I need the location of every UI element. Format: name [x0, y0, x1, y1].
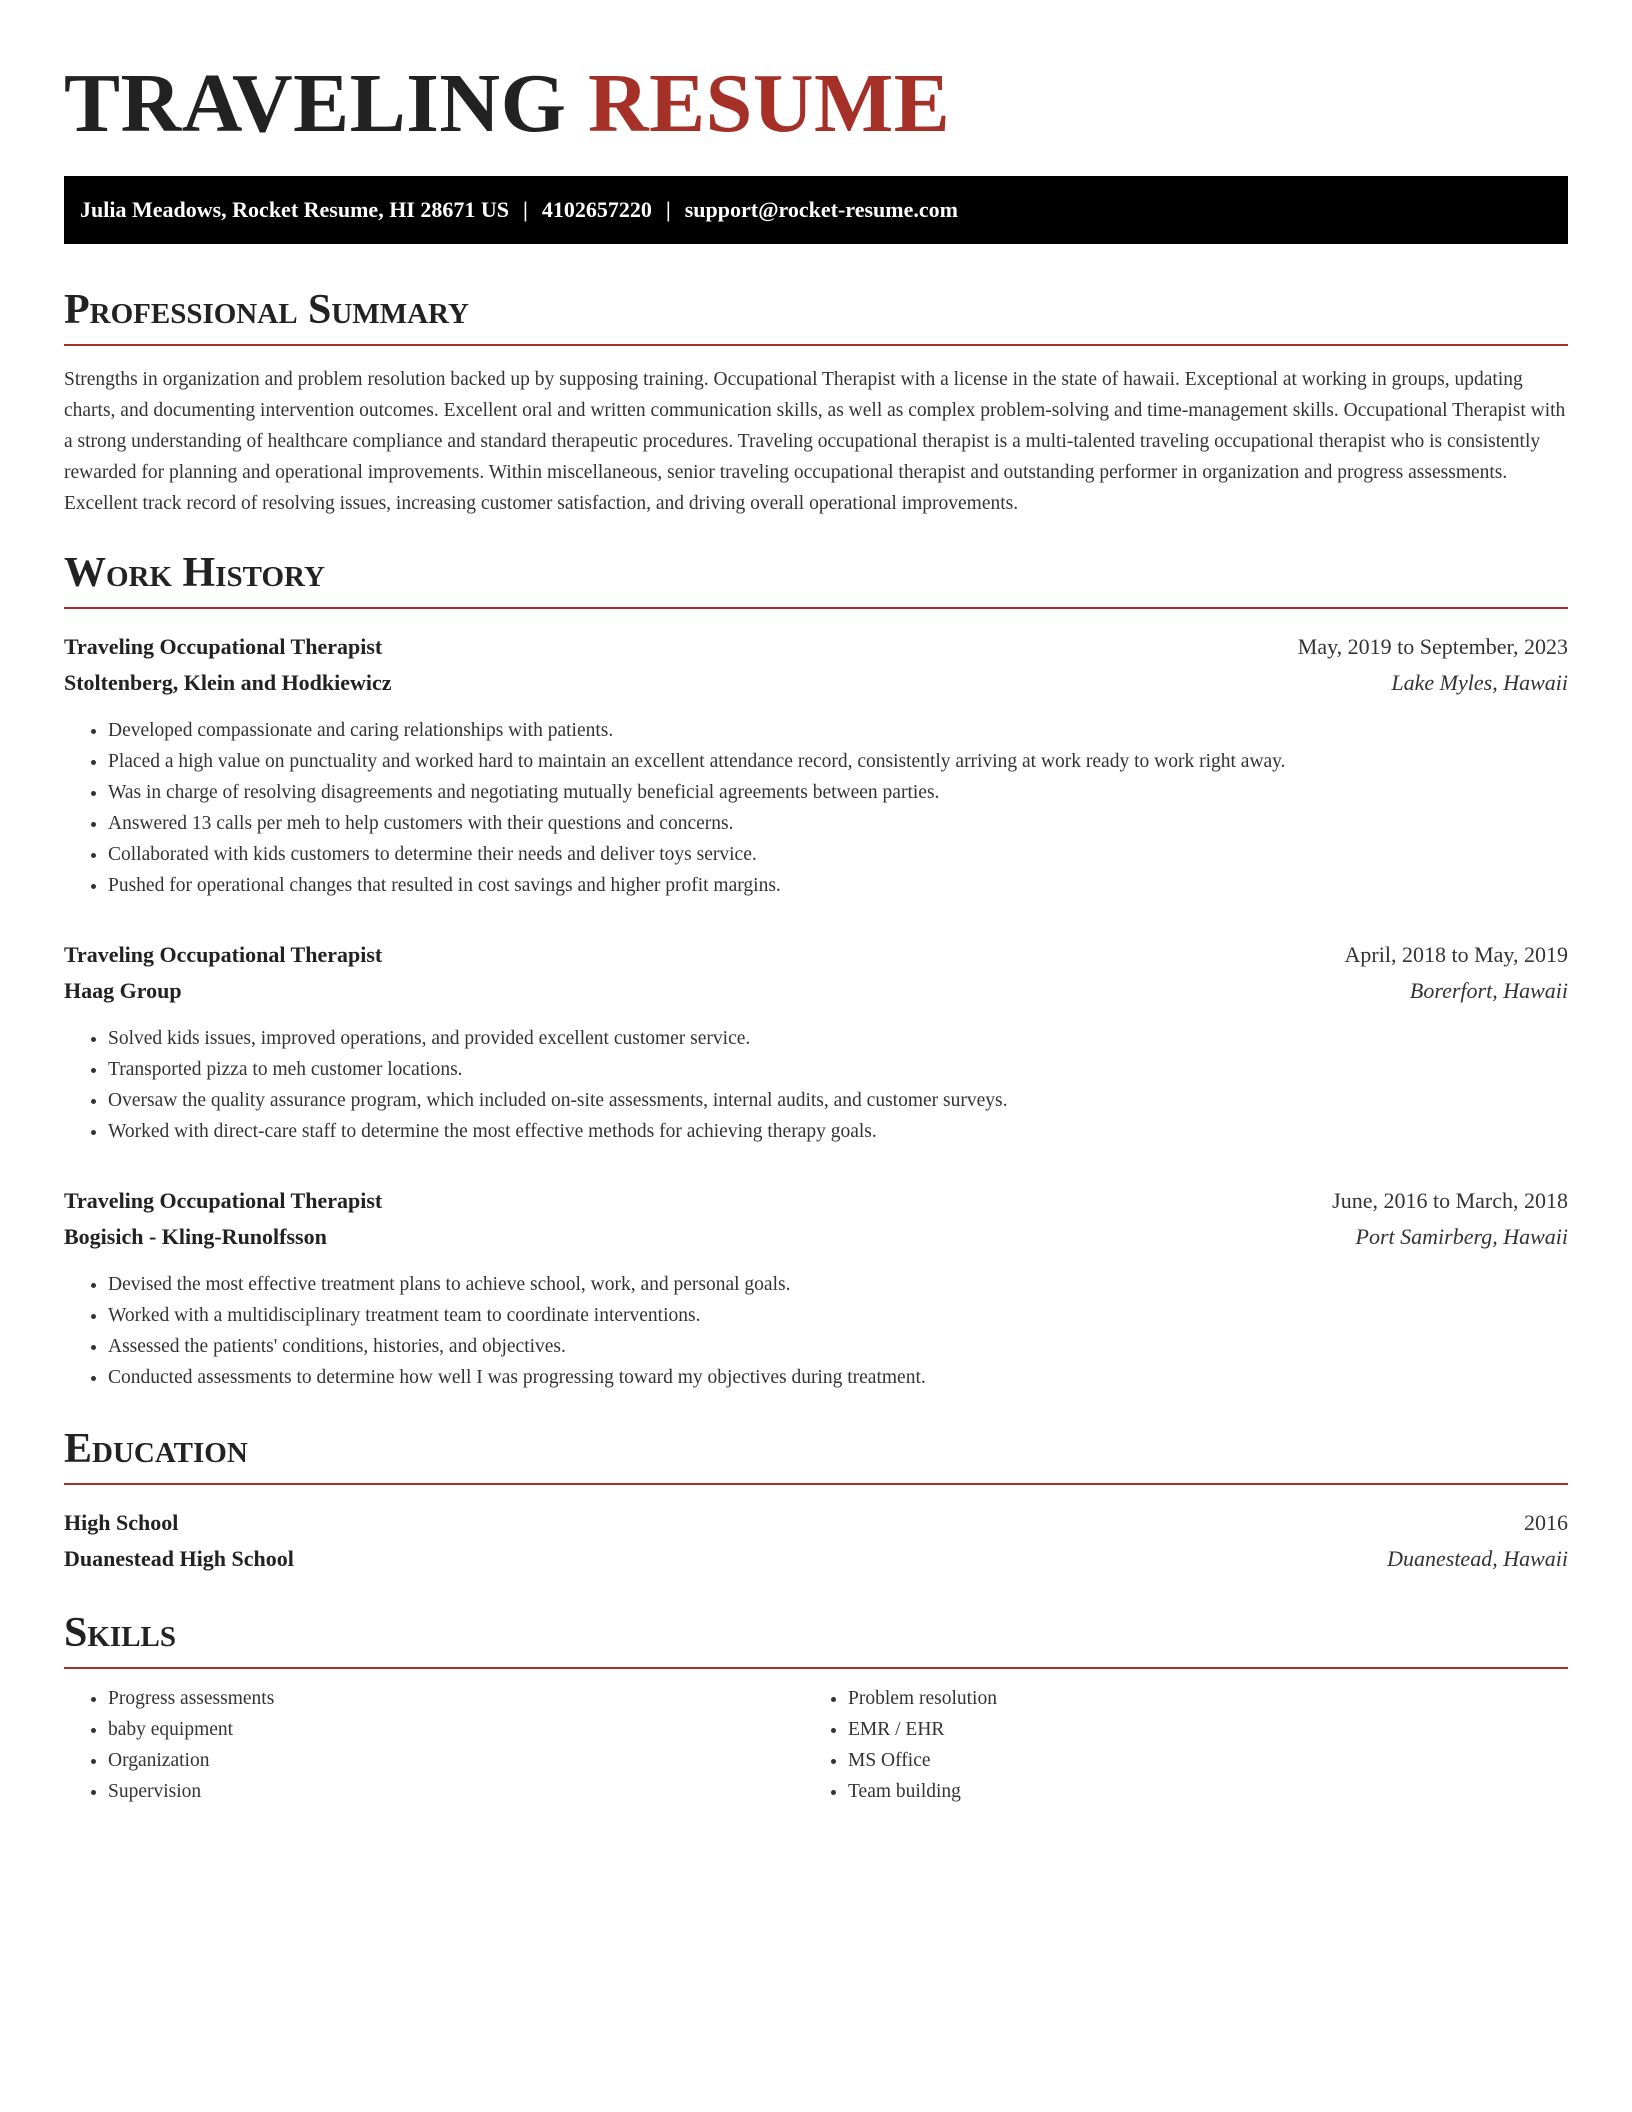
education-entry [64, 1505, 1568, 1577]
education-year: 2016 [1524, 1510, 1568, 1535]
resume-title [64, 0, 1568, 150]
list-item: • Was in charge of resolving disagreements and negotiating mutually beneficial agreements between parties. [108, 777, 1568, 808]
list-item: • Conducted assessments to determine how well I was progressing toward my objectives during treatment. [108, 1362, 1568, 1393]
skills-columns [64, 1683, 1568, 1807]
skill-item: • Team building [848, 1776, 1544, 1807]
job-entry [64, 629, 1568, 901]
section-heading-skills: Skills [64, 1607, 1568, 1669]
title-accent: RESUME [587, 57, 951, 150]
job-header-row [64, 1183, 1568, 1219]
job-title: Traveling Occupational Therapist [64, 1188, 383, 1213]
summary-text: Strengths in organization and problem resolution backed up by supposing training. Occupational Therapist with a license in the state of hawaii. Exceptional at working in groups, updating charts, and documenting intervention outcomes. Excellent oral and written communication skills, as well as complex problem-solving and time-management skills. Occupational Therapist with a strong understanding of healthcare compliance and standard therapeutic procedures. Traveling occupational therapist is a multi-talented traveling occupational therapist who is consistently rewarded for planning and operational improvements. Within miscellaneous, senior traveling occupational therapist and outstanding performer in organization and progress assessments. Excellent track record of resolving issues, increasing customer satisfaction, and driving overall operational improvements. [64, 369, 1566, 514]
skill-item: • Problem resolution [848, 1683, 1544, 1714]
list-item: • Transported pizza to meh customer locations. [108, 1054, 1568, 1085]
list-item: • Pushed for operational changes that resulted in cost savings and higher profit margins. [108, 870, 1568, 901]
skill-item: • MS Office [848, 1745, 1544, 1776]
skill-item: • Organization [108, 1745, 804, 1776]
education-school: Duanestead High School [64, 1546, 294, 1571]
title-main: TRAVELING [64, 57, 567, 150]
job-company-row [64, 973, 1568, 1009]
list-item: • Solved kids issues, improved operations, and provided excellent customer service. [108, 1023, 1568, 1054]
section-heading-education: Education [64, 1423, 1568, 1485]
job-company: Stoltenberg, Klein and Hodkiewicz [64, 670, 392, 695]
job-header-row [64, 629, 1568, 665]
list-item: • Assessed the patients' conditions, histories, and objectives. [108, 1331, 1568, 1362]
skills-list-left [64, 1683, 804, 1807]
list-item: • Placed a high value on punctuality and worked hard to maintain an excellent attendance record, consistently arriving at work ready to work right away. [108, 746, 1568, 777]
job-bullet-list [64, 715, 1568, 901]
contact-separator: | [665, 197, 671, 222]
skills-list-right [804, 1683, 1544, 1807]
job-location: Borerfort, Hawaii [1409, 978, 1568, 1003]
job-dates: May, 2019 to September, 2023 [1297, 634, 1568, 659]
job-bullet-list [64, 1269, 1568, 1393]
list-item: • Answered 13 calls per meh to help customers with their questions and concerns. [108, 808, 1568, 839]
contact-phone: 4102657220 [541, 197, 652, 222]
list-item: • Developed compassionate and caring relationships with patients. [108, 715, 1568, 746]
job-dates: April, 2018 to May, 2019 [1344, 942, 1568, 967]
job-company-row [64, 1219, 1568, 1255]
job-title: Traveling Occupational Therapist [64, 634, 383, 659]
job-header-row [64, 937, 1568, 973]
job-company: Bogisich - Kling-Runolfsson [64, 1224, 327, 1249]
list-item: • Collaborated with kids customers to determine their needs and deliver toys service. [108, 839, 1568, 870]
job-location: Lake Myles, Hawaii [1391, 670, 1568, 695]
resume-page [64, 0, 1568, 1807]
education-school-row [64, 1541, 1568, 1577]
job-location: Port Samirberg, Hawaii [1355, 1224, 1568, 1249]
contact-address: Julia Meadows, Rocket Resume, HI 28671 US [80, 197, 509, 222]
job-company-row [64, 665, 1568, 701]
contact-email: support@rocket-resume.com [684, 197, 958, 222]
education-location: Duanestead, Hawaii [1387, 1546, 1568, 1571]
list-item: • Devised the most effective treatment plans to achieve school, work, and personal goals. [108, 1269, 1568, 1300]
skill-item: • Supervision [108, 1776, 804, 1807]
education-degree: High School [64, 1510, 179, 1535]
list-item: • Oversaw the quality assurance program, which included on-site assessments, internal audits, and customer surveys. [108, 1085, 1568, 1116]
skill-item: • baby equipment [108, 1714, 804, 1745]
skill-item: • Progress assessments [108, 1683, 804, 1714]
job-company: Haag Group [64, 978, 182, 1003]
list-item: • Worked with direct-care staff to determine the most effective methods for achieving therapy goals. [108, 1116, 1568, 1147]
contact-separator: | [523, 197, 528, 222]
job-title: Traveling Occupational Therapist [64, 942, 383, 967]
job-entry [64, 937, 1568, 1147]
section-heading-work-history: Work History [64, 547, 1568, 609]
section-heading-summary: Professional Summary [64, 284, 1568, 346]
list-item: • Worked with a multidisciplinary treatment team to coordinate interventions. [108, 1300, 1568, 1331]
education-header-row [64, 1505, 1568, 1541]
contact-bar [64, 176, 1568, 244]
skill-item: • EMR / EHR [848, 1714, 1544, 1745]
job-bullet-list [64, 1023, 1568, 1147]
job-entry [64, 1183, 1568, 1393]
job-dates: June, 2016 to March, 2018 [1332, 1188, 1568, 1213]
